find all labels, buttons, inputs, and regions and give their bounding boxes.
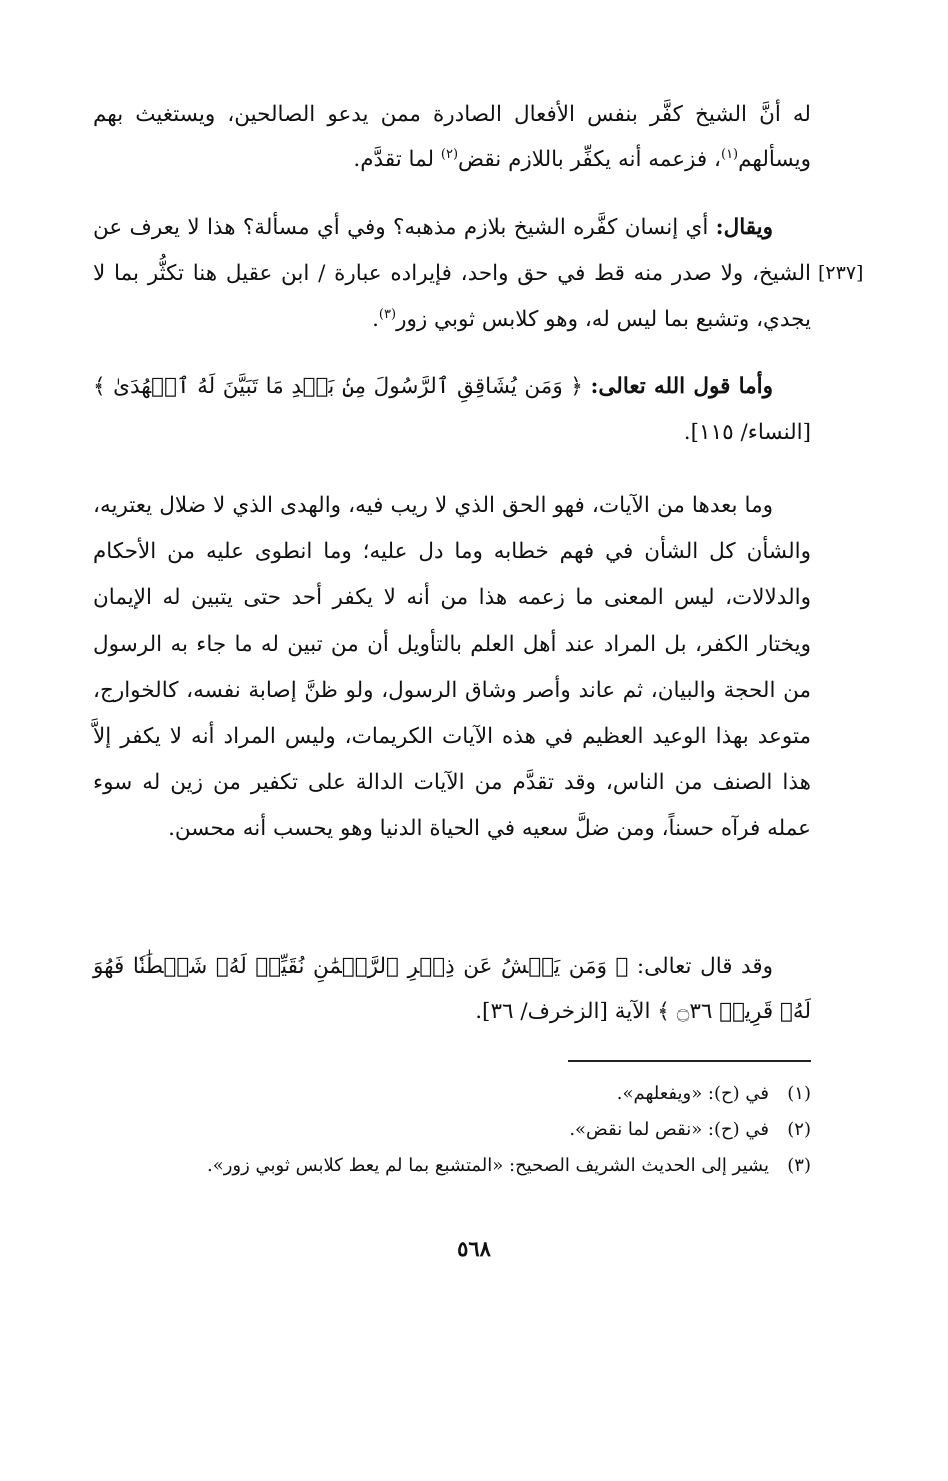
p4-text: وما بعدها من الآيات، فهو الحق الذي لا ريب فيه، والهدى الذي لا ضلال يعتريه، والشأن كل الشأن في فهم خطابه وما دل عليه؛ وما انطوى عليه من الأحكام والدلالات، ليس المعنى ما زعمه هذا من أنه لا يكفر أحد حتى يتبين له الإيمان ويختار الكفر، بل المراد عند أهل العلم بالتأويل أن من تبين له ما جاء به الرسول من الحجة والبيان، ثم عاند وأصر وشاق الرسول، ولو ظنَّ إصابة نفسه، كالخوارج، متوعد بهذا الوعيد العظيم في هذه الآيات الكريمات، وليس المراد أنه لا يكفر إلاَّ هذا الصنف من الناس، وقد تقدَّم من الآيات الدالة على تكفير من زين له سوء عمله فرآه حسناً، ومن ضلَّ سعيه في الحياة الدنيا وهو يحسب أنه محسن. xyxy=(93,493,811,842)
footnote-text: في (ح): «نقص لما نقض». xyxy=(569,1119,769,1140)
footnotes xyxy=(93,1076,811,1184)
p3-verse-ref: [النساء/ ١١٥]. xyxy=(683,420,811,445)
p2-lead: ويقال: xyxy=(715,215,773,240)
paragraph-1 xyxy=(93,92,811,182)
footnote-ref-1[interactable]: (١) xyxy=(720,146,739,162)
quran-verse-zukhruf: ﴿ وَمَن يَعۡشُ عَن ذِكۡرِ ٱلرَّحۡمَٰنِ نُقَيِّضۡ لَهُۥ شَيۡطَٰنٗا فَهُوَ لَهُۥ قَرِينٞ ۝٣٦ ﴾ xyxy=(93,954,811,1024)
footnote-number: (٢) xyxy=(787,1119,811,1140)
footnote-text: في (ح): «ويفعلهم». xyxy=(616,1083,769,1104)
p1-text-c: لما تقدَّم. xyxy=(353,147,441,172)
footnote-3 xyxy=(93,1148,811,1184)
footnote-text: يشير إلى الحديث الشريف الصحيح: «المتشبع بما لم يعط كلابس ثوبي زور». xyxy=(207,1155,769,1176)
marginal-page-reference: [٢٣٧] xyxy=(818,262,864,284)
paragraph-3 xyxy=(93,364,811,456)
p5-text-b: الآية [الزخرف/ ٣٦]. xyxy=(475,999,651,1024)
p1-text-b: ، فزعمه أنه يكفِّر باللازم نقض xyxy=(458,147,721,172)
footnote-number: (٣) xyxy=(787,1155,811,1176)
footnote-ref-3[interactable]: (٣) xyxy=(378,306,397,322)
footnote-ref-2[interactable]: (٢) xyxy=(440,146,459,162)
p2-text-b: . xyxy=(372,307,379,332)
footnote-separator xyxy=(568,1060,811,1062)
paragraph-5 xyxy=(93,944,811,1034)
p2-text-a: أي إنسان كفَّره الشيخ بلازم مذهبه؟ وفي أي مسألة؟ هذا لا يعرف عن الشيخ، ولا صدر منه قط في حق واحد، فإيراده عبارة / ابن عقيل هنا تكثُّر بما لا يجدي، وتشبع بما ليس له، وهو كلابس ثوبي زور xyxy=(93,215,811,332)
quran-verse-nisa: ﴿ وَمَن يُشَاقِقِ ٱلرَّسُولَ مِنۢ بَعۡدِ مَا تَبَيَّنَ لَهُ ٱلۡهُدَىٰ ﴾ xyxy=(93,374,591,399)
paragraph-4 xyxy=(93,483,811,853)
footnote-number: (١) xyxy=(787,1083,811,1104)
footnote-1 xyxy=(93,1076,811,1112)
p5-text-a: وقد قال تعالى: xyxy=(636,954,773,979)
page-number: ٥٦٨ xyxy=(457,1236,491,1261)
p3-lead: وأما قول الله تعالى: xyxy=(590,374,773,399)
p1-text-a: له أنَّ الشيخ كفَّر بنفس الأفعال الصادرة ممن يدعو الصالحين، ويستغيث بهم ويسألهم xyxy=(93,102,811,172)
footnote-2 xyxy=(93,1112,811,1148)
paragraph-2 xyxy=(93,205,811,343)
